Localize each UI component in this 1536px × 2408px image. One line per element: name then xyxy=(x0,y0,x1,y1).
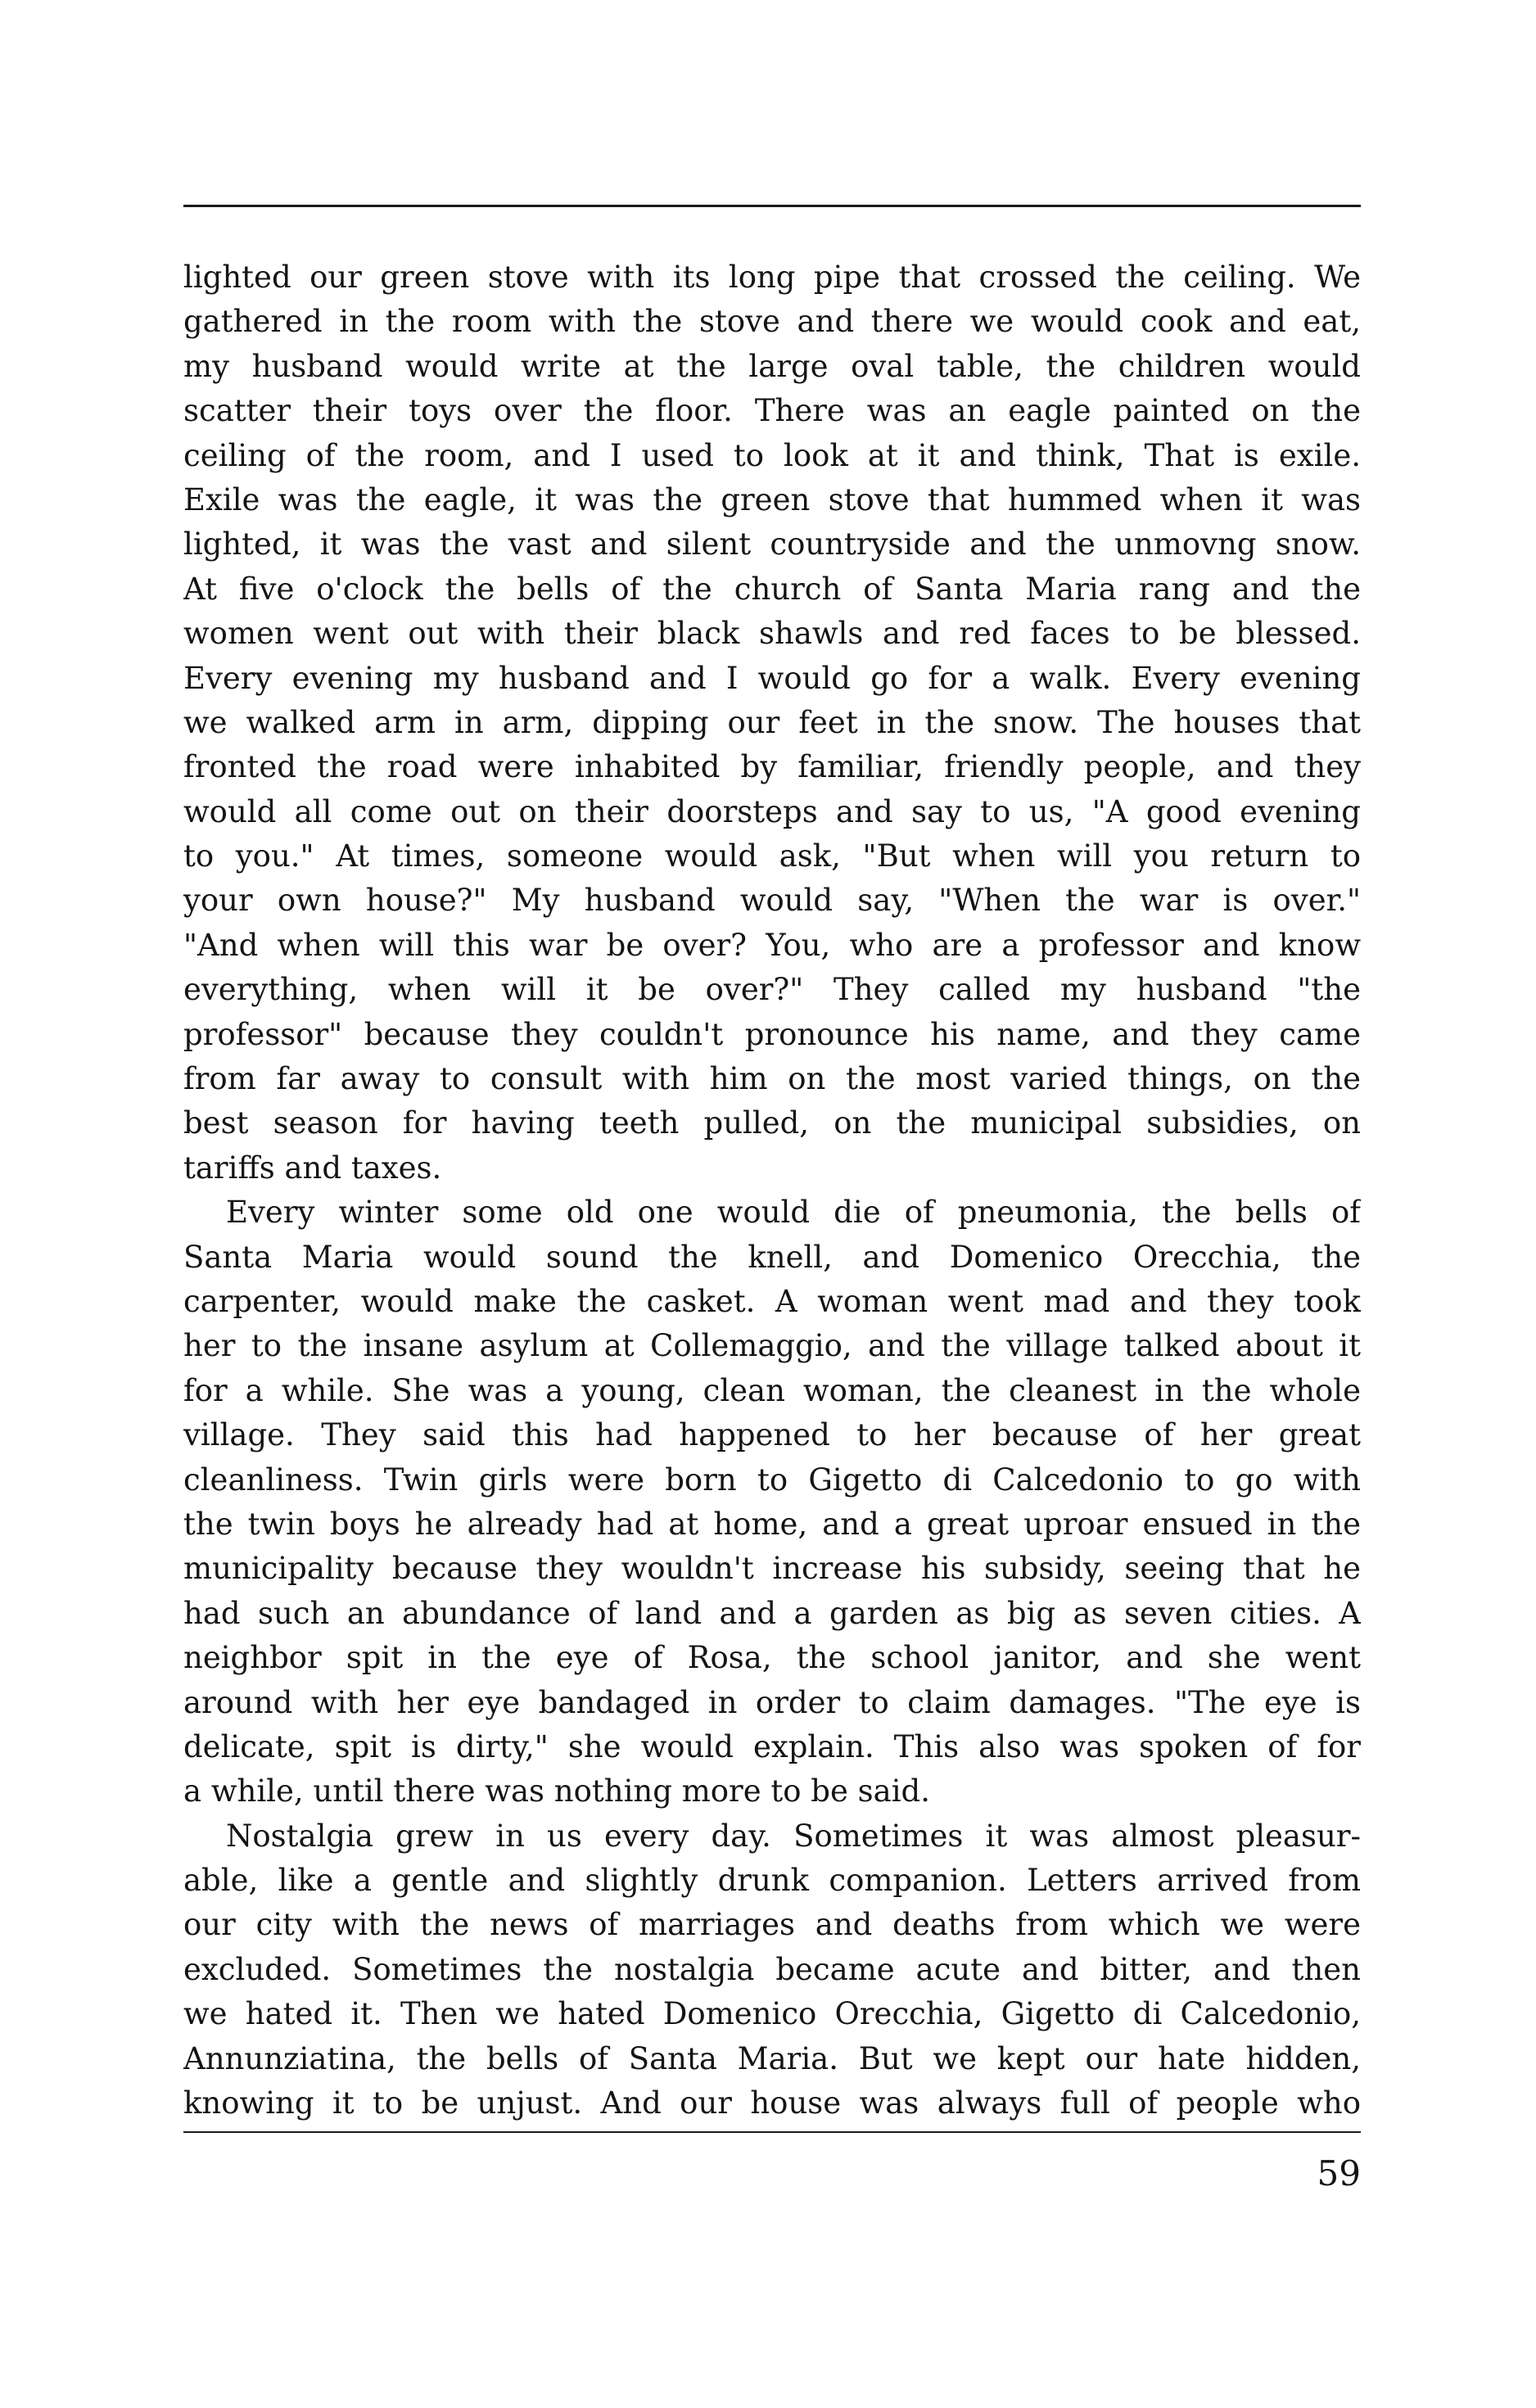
text-line: your own house?" My husband would say, "When the war is over." xyxy=(183,883,1361,919)
text-line: excluded. Sometimes the nostalgia became acute and bitter, and then xyxy=(183,1951,1361,1987)
text-line: lighted, it was the vast and silent countryside and the unmovng snow. xyxy=(183,526,1361,562)
text-line: for a while. She was a young, clean woman, the cleanest in the whole xyxy=(183,1372,1361,1408)
text-line: the twin boys he already had at home, and a great uproar ensued in the xyxy=(183,1506,1361,1542)
text-line: a while, until there was nothing more to be said. xyxy=(183,1773,930,1809)
text-line: we hated it. Then we hated Domenico Orecchia, Gigetto di Calcedonio, xyxy=(183,1996,1361,2032)
text-line: delicate, spit is dirty," she would explain. This also was spoken of for xyxy=(183,1728,1361,1764)
text-line: from far away to consult with him on the most varied things, on the xyxy=(183,1061,1361,1097)
text-line: Exile was the eagle, it was the green stove that hummed when it was xyxy=(183,481,1361,517)
text-line: professor" because they couldn't pronounce his name, and they came xyxy=(183,1016,1361,1052)
text-line: Annunziatina, the bells of Santa Maria. But we kept our hate hidden, xyxy=(183,2040,1361,2076)
text-line: able, like a gentle and slightly drunk companion. Letters arrived from xyxy=(183,1863,1361,1899)
text-line: scatter their toys over the floor. There was an eagle painted on the xyxy=(183,393,1361,429)
text-line: had such an abundance of land and a garden as big as seven cities. A xyxy=(183,1595,1361,1631)
text-line: everything, when will it be over?" They called my husband "the xyxy=(183,972,1361,1008)
body-text xyxy=(183,255,1361,2126)
text-line: neighbor spit in the eye of Rosa, the school janitor, and she went xyxy=(183,1640,1361,1676)
page-number: 59 xyxy=(1317,2153,1361,2193)
text-line: tariffs and taxes. xyxy=(183,1150,442,1186)
text-line: around with her eye bandaged in order to claim damages. "The eye is xyxy=(183,1684,1361,1720)
text-line: Every winter some old one would die of pneumonia, the bells of xyxy=(226,1195,1361,1231)
text-line: lighted our green stove with its long pipe that crossed the ceiling. We xyxy=(183,260,1361,295)
text-line: our city with the news of marriages and deaths from which we were xyxy=(183,1907,1361,1943)
text-line: would all come out on their doorsteps and say to us, "A good evening xyxy=(183,793,1361,829)
text-line: village. They said this had happened to her because of her great xyxy=(183,1417,1361,1453)
text-line: cleanliness. Twin girls were born to Gigetto di Calcedonio to go with xyxy=(183,1462,1361,1498)
top-rule xyxy=(183,205,1361,207)
text-line: ceiling of the room, and I used to look at it and think, That is exile. xyxy=(183,437,1361,473)
text-line: my husband would write at the large oval table, the children would xyxy=(183,348,1361,384)
text-line: municipality because they wouldn't increase his subsidy, seeing that he xyxy=(183,1551,1361,1587)
text-line: knowing it to be unjust. And our house was always full of people who xyxy=(183,2085,1361,2121)
text-line: Every evening my husband and I would go for a walk. Every evening xyxy=(183,660,1361,696)
text-line: "And when will this war be over? You, who are a professor and know xyxy=(183,927,1361,963)
text-line: women went out with their black shawls and red faces to be blessed. xyxy=(183,616,1361,652)
text-line: At five o'clock the bells of the church of Santa Maria rang and the xyxy=(183,571,1361,607)
text-line: carpenter, would make the casket. A woman went mad and they took xyxy=(183,1283,1361,1319)
text-line: best season for having teeth pulled, on the municipal subsidies, on xyxy=(183,1105,1361,1141)
bottom-rule xyxy=(183,2131,1361,2133)
text-line: fronted the road were inhabited by familiar, friendly people, and they xyxy=(183,749,1361,785)
text-line: gathered in the room with the stove and there we would cook and eat, xyxy=(183,304,1361,340)
text-line: Nostalgia grew in us every day. Sometimes it was almost pleasur- xyxy=(226,1818,1361,1854)
text-line: to you." At times, someone would ask, "But when will you return to xyxy=(183,838,1361,874)
text-line: Santa Maria would sound the knell, and Domenico Orecchia, the xyxy=(183,1239,1361,1275)
text-line: we walked arm in arm, dipping our feet in the snow. The houses that xyxy=(183,704,1361,740)
text-line: her to the insane asylum at Collemaggio, and the village talked about it xyxy=(183,1328,1361,1364)
